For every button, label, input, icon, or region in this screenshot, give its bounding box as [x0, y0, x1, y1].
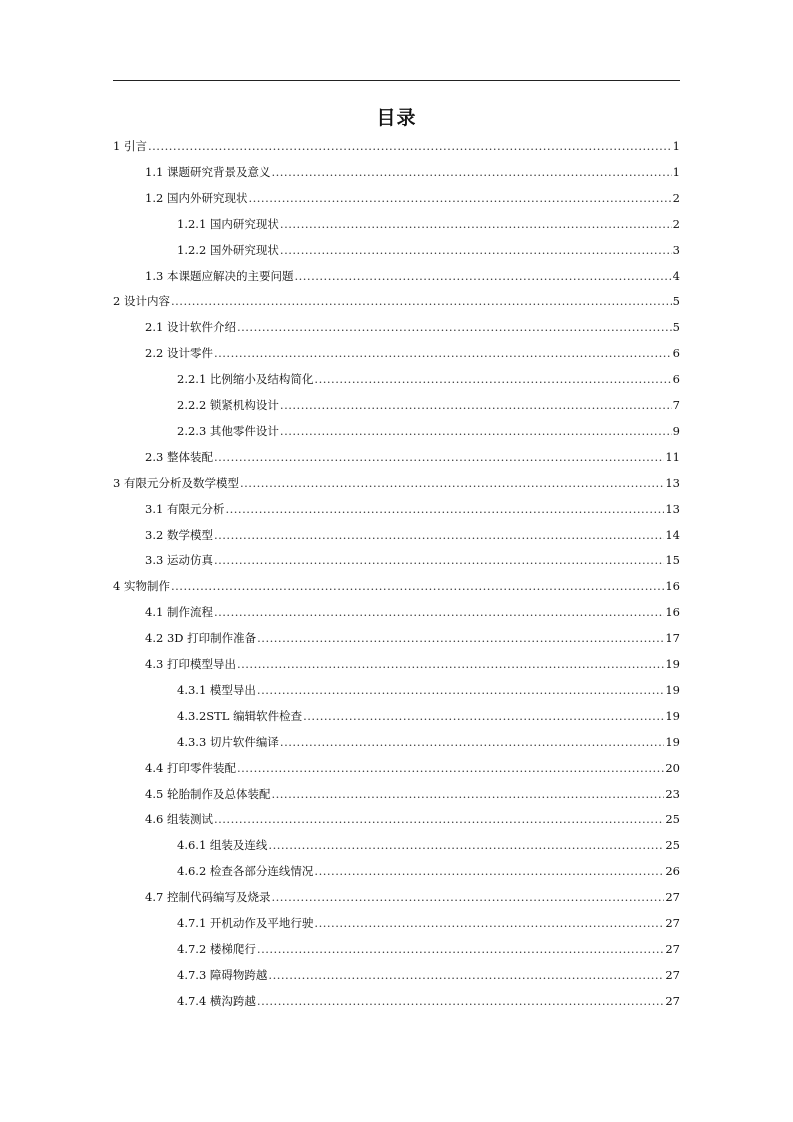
toc-leader-dots	[214, 526, 664, 544]
toc-entry-page: 23	[665, 786, 680, 801]
toc-leader-dots	[268, 836, 664, 854]
toc-entry-label: 2.3 整体装配	[145, 449, 213, 464]
toc-leader-dots	[271, 163, 671, 181]
toc-entry-page: 16	[665, 605, 680, 620]
toc-entry[interactable]	[145, 189, 680, 207]
toc-entry-label: 4.6.2 检查各部分连线情况	[177, 864, 314, 879]
toc-entry[interactable]	[177, 862, 680, 880]
toc-leader-dots	[280, 215, 672, 233]
toc-entry[interactable]	[113, 137, 680, 155]
toc-entry-label: 3.1 有限元分析	[145, 501, 225, 516]
toc-leader-dots	[214, 448, 664, 466]
toc-title: 目录	[376, 107, 417, 129]
toc-entry[interactable]	[113, 474, 680, 492]
toc-entry[interactable]	[145, 318, 680, 336]
toc-entry[interactable]	[145, 759, 680, 777]
toc-entry-label: 1.3 本课题应解决的主要问题	[145, 268, 294, 283]
toc-entry-label: 2.2.2 锁紧机构设计	[177, 398, 279, 412]
toc-entry[interactable]	[145, 267, 680, 285]
toc-entry-page: 27	[665, 993, 680, 1008]
toc-entry[interactable]	[177, 966, 680, 984]
toc-leader-dots	[225, 500, 664, 518]
toc-leader-dots	[314, 914, 664, 932]
toc-leader-dots	[280, 422, 672, 440]
toc-entry[interactable]	[145, 810, 680, 828]
toc-leader-dots	[280, 241, 672, 259]
toc-entry-label: 4.6 组装测试	[145, 812, 213, 827]
toc-leader-dots	[214, 603, 664, 621]
toc-leader-dots	[257, 681, 664, 699]
toc-entry[interactable]	[177, 733, 680, 751]
toc-leader-dots	[271, 785, 664, 803]
toc-entry[interactable]	[145, 655, 680, 673]
toc-entry-label: 4.3 打印模型导出	[145, 657, 236, 671]
toc-entry[interactable]	[177, 241, 680, 259]
toc-entry-page: 2	[672, 216, 680, 231]
toc-entry-label: 4.2 3D 打印制作准备	[145, 631, 257, 646]
toc-entry[interactable]	[177, 992, 680, 1010]
toc-entry-label: 1.2 国内外研究现状	[145, 190, 248, 205]
toc-entry-label: 4.3.2STL 编辑软件检查	[177, 708, 303, 723]
toc-entry-page: 26	[665, 864, 680, 879]
toc-entry[interactable]	[177, 940, 680, 958]
toc-entry-page: 25	[665, 812, 680, 827]
toc-entry-page: 13	[665, 501, 680, 516]
toc-entry-label: 4.1 制作流程	[145, 605, 213, 620]
toc-entry-page: 19	[665, 734, 680, 749]
toc-leader-dots	[294, 267, 671, 285]
toc-leader-dots	[171, 577, 664, 595]
toc-entry-page: 2	[672, 190, 680, 205]
toc-entry[interactable]	[145, 163, 680, 181]
toc-entry-page: 27	[665, 916, 680, 930]
toc-entry-page: 17	[665, 631, 680, 646]
toc-leader-dots	[257, 629, 664, 647]
toc-leader-dots	[148, 137, 672, 155]
toc-entry-page: 5	[672, 320, 680, 335]
toc-entry[interactable]	[145, 888, 680, 906]
toc-entry-page: 27	[665, 941, 680, 956]
toc-entry-label: 4.7.4 横沟跨越	[177, 993, 256, 1008]
toc-entry-label: 1.2.1 国内研究现状	[177, 216, 279, 231]
toc-entry-label: 2.2 设计零件	[145, 346, 213, 361]
toc-entry-page: 4	[672, 268, 680, 283]
toc-leader-dots	[303, 707, 664, 725]
toc-entry-label: 2.2.3 其他零件设计	[177, 423, 279, 438]
toc-entry-page: 1	[672, 164, 680, 179]
toc-entry-page: 3	[672, 242, 680, 257]
toc-leader-dots	[237, 759, 664, 777]
toc-leader-dots	[171, 292, 672, 310]
toc-entry[interactable]	[145, 344, 680, 362]
toc-entry[interactable]	[145, 448, 680, 466]
toc-entry-page: 16	[665, 579, 680, 594]
toc-entry-label: 1.2.2 国外研究现状	[177, 242, 279, 257]
toc-leader-dots	[214, 551, 664, 569]
toc-leader-dots	[314, 370, 671, 388]
toc-entry[interactable]	[177, 914, 680, 932]
toc-entry-page: 15	[665, 553, 680, 568]
toc-leader-dots	[240, 474, 664, 492]
toc-entry[interactable]	[145, 785, 680, 803]
toc-entry[interactable]	[113, 292, 680, 310]
toc-entry-label: 2 设计内容	[113, 294, 170, 309]
toc-leader-dots	[280, 396, 672, 414]
toc-entry-page: 13	[665, 475, 680, 490]
toc-entry[interactable]	[145, 603, 680, 621]
toc-entry-label: 3 有限元分析及数学模型	[113, 475, 239, 490]
toc-entry-page: 19	[665, 657, 680, 671]
toc-entry[interactable]	[145, 629, 680, 647]
toc-entry-label: 4.7.3 障碍物跨越	[177, 967, 268, 982]
toc-leader-dots	[280, 733, 664, 751]
toc-entry-label: 4.7.1 开机动作及平地行驶	[177, 916, 314, 930]
header-rule	[113, 80, 680, 81]
toc-entry-label: 1 引言	[113, 139, 147, 153]
toc-leader-dots	[237, 318, 672, 336]
toc-entry[interactable]	[113, 577, 680, 595]
toc-entry-label: 4.5 轮胎制作及总体装配	[145, 786, 271, 801]
toc-entry-label: 2.2.1 比例缩小及结构简化	[177, 372, 314, 387]
toc-leader-dots	[257, 992, 664, 1010]
toc-entry[interactable]	[145, 526, 680, 544]
toc-entry[interactable]	[177, 681, 680, 699]
toc-entry-label: 4.3.3 切片软件编译	[177, 734, 279, 749]
toc-entry-page: 6	[672, 372, 680, 387]
toc-leader-dots	[214, 344, 672, 362]
toc-entry-label: 4.4 打印零件装配	[145, 760, 236, 775]
toc-entry[interactable]	[177, 422, 680, 440]
toc-leader-dots	[314, 862, 664, 880]
toc-leader-dots	[248, 189, 671, 207]
toc-leader-dots	[214, 810, 664, 828]
toc-entry-page: 9	[672, 423, 680, 438]
toc-entry-page: 7	[672, 398, 680, 412]
toc-entry-label: 4.7.2 楼梯爬行	[177, 941, 256, 956]
toc-entry[interactable]	[145, 500, 680, 518]
toc-leader-dots	[268, 966, 664, 984]
toc-entry-page: 5	[672, 294, 680, 309]
toc-entry[interactable]	[177, 707, 680, 725]
toc-entry-page: 25	[665, 838, 680, 853]
toc-entry-label: 3.3 运动仿真	[145, 553, 213, 568]
toc-entry-page: 19	[665, 708, 680, 723]
toc-entry-page: 19	[665, 682, 680, 697]
toc-entry-label: 4.7 控制代码编写及烧录	[145, 890, 271, 905]
toc-leader-dots	[257, 940, 664, 958]
toc-entry[interactable]	[177, 836, 680, 854]
toc-entry-page: 11	[665, 449, 680, 464]
toc-entry-label: 4.6.1 组装及连线	[177, 838, 268, 853]
toc-entry-page: 27	[665, 890, 680, 905]
toc-entry[interactable]	[177, 396, 680, 414]
toc-leader-dots	[237, 655, 664, 673]
toc-entry[interactable]	[177, 215, 680, 233]
toc-entry-label: 2.1 设计软件介绍	[145, 320, 236, 335]
toc-entry[interactable]	[177, 370, 680, 388]
toc-entry-page: 20	[665, 760, 680, 775]
toc-entry-page: 27	[665, 967, 680, 982]
toc-entry-page: 6	[672, 346, 680, 361]
toc-entry[interactable]	[145, 551, 680, 569]
toc-entry-label: 3.2 数学模型	[145, 527, 213, 542]
toc-entry-page: 1	[672, 139, 680, 153]
toc-entry-label: 1.1 课题研究背景及意义	[145, 164, 271, 179]
toc-entry-label: 4 实物制作	[113, 579, 170, 594]
toc-entry-label: 4.3.1 模型导出	[177, 682, 256, 697]
toc-entry-page: 14	[665, 527, 680, 542]
toc-leader-dots	[271, 888, 664, 906]
